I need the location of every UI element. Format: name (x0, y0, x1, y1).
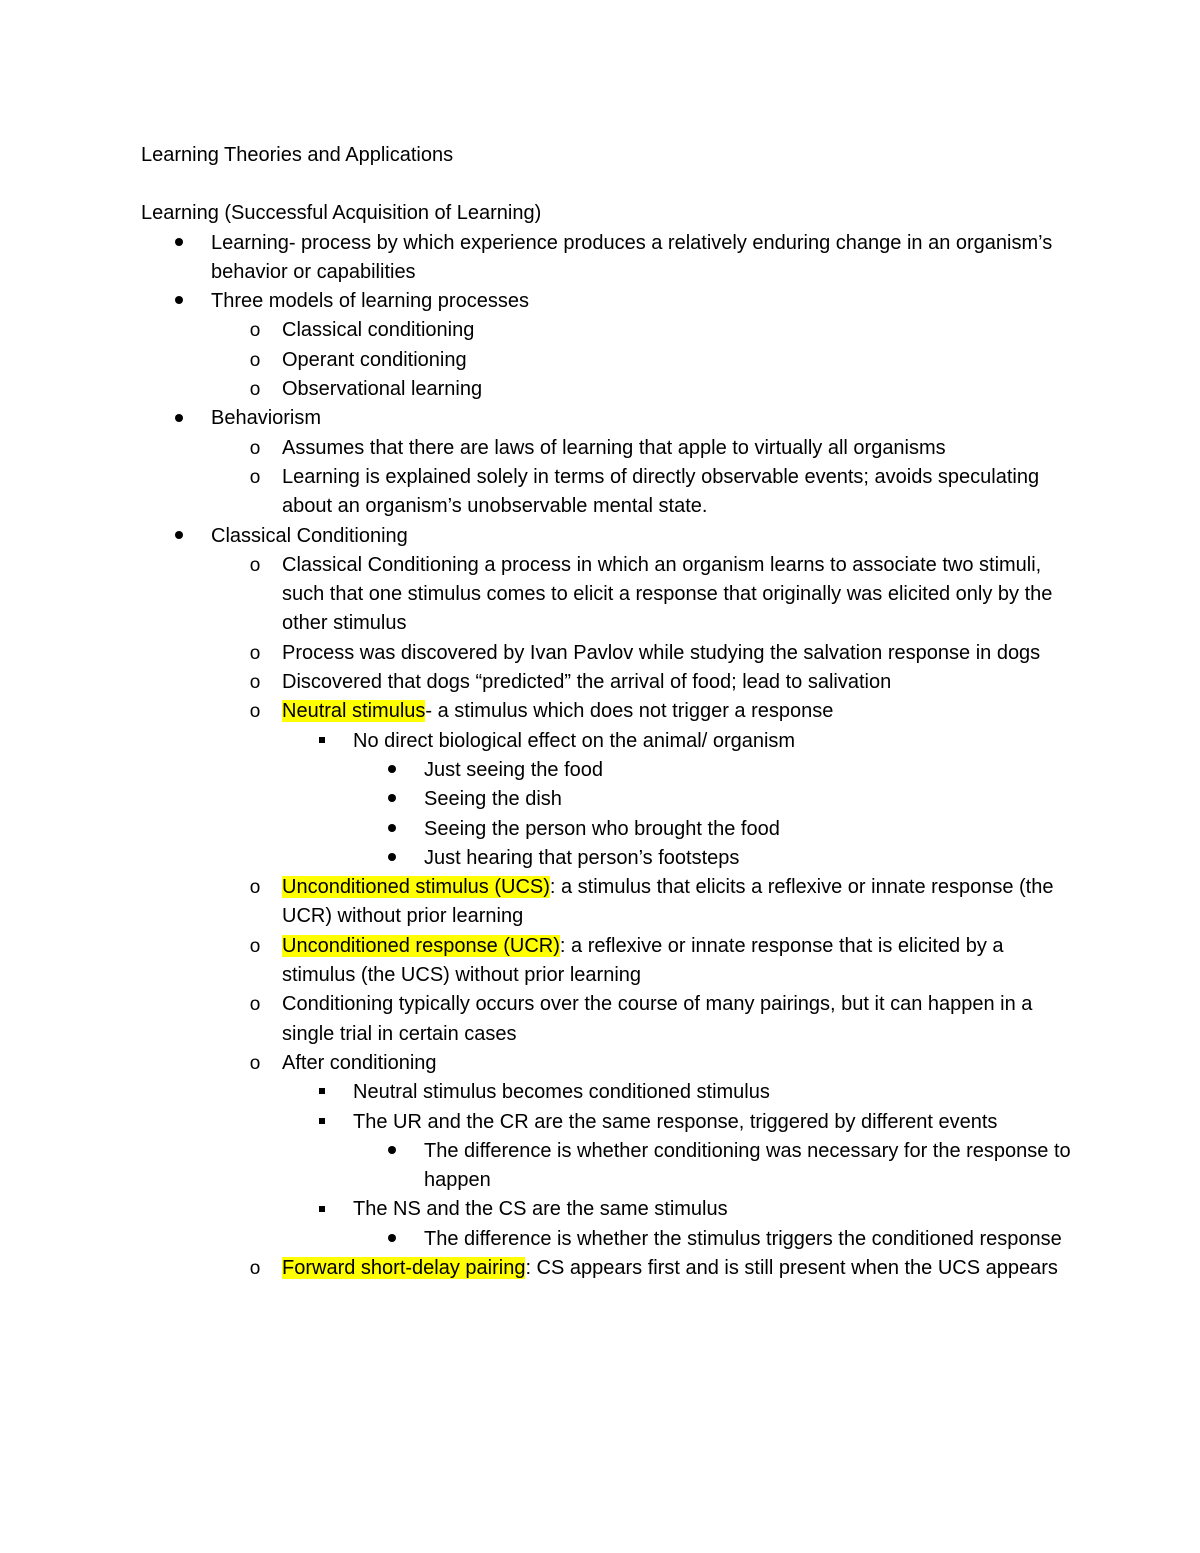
list-item-text: Classical Conditioning a process in which an organism learns to associate two stimuli, such that one stimulus comes to elicit a response that originally was elicited only by the other stimulus (282, 553, 1053, 635)
list-item-behaviorism-point (141, 434, 1071, 463)
list-item-ucr (141, 932, 1071, 991)
list-item-text: After conditioning (282, 1051, 437, 1074)
bullet-icon (169, 522, 189, 551)
list-item-text: Observational learning (282, 378, 483, 401)
list-item-ucs (141, 873, 1071, 932)
list-item-text: Behaviorism (211, 407, 322, 430)
circle-bullet-icon: o (249, 1257, 261, 1279)
bullet-icon (169, 287, 189, 316)
circle-bullet-icon: o (249, 877, 261, 899)
list-item-text: The difference is whether the stimulus triggers the conditioned response (424, 1227, 1062, 1250)
list-item-pavlov (141, 639, 1071, 668)
list-item-text: Conditioning typically occurs over the course of many pairings, but it can happen in a single trial in certain cases (282, 993, 1033, 1045)
list-item-text: Learning- process by which experience produces a relatively enduring change in an organism’s behavior or capabilities (211, 231, 1053, 283)
list-item-predicted (141, 668, 1071, 697)
circle-bullet-icon: o (249, 935, 261, 957)
list-item-neutral-example (141, 815, 1071, 844)
list-item-pairings (141, 990, 1071, 1049)
circle-bullet-icon: o (249, 320, 261, 342)
list-item-neutral-stimulus (141, 697, 1071, 726)
blank-line (141, 170, 1071, 199)
circle-bullet-icon: o (249, 554, 261, 576)
list-item-learning-definition (141, 229, 1071, 288)
section-heading: Learning (Successful Acquisition of Learning) (141, 202, 542, 225)
list-item-classical-conditioning (141, 522, 1071, 551)
list-item-forward-pairing (141, 1254, 1071, 1283)
list-item-three-models (141, 287, 1071, 316)
list-item-text: Seeing the person who brought the food (424, 817, 780, 840)
list-item-behaviorism (141, 404, 1071, 433)
list-item-text: : CS appears first and is still present when the UCS appears (525, 1256, 1058, 1279)
circle-bullet-icon: o (249, 642, 261, 664)
circle-bullet-icon: o (249, 994, 261, 1016)
list-item-text: The NS and the CS are the same stimulus (353, 1198, 728, 1221)
list-item-text: No direct biological effect on the animal/ organism (353, 729, 796, 752)
list-item-after-conditioning (141, 1049, 1071, 1078)
bullet-icon (169, 229, 189, 258)
square-bullet-icon (312, 727, 332, 756)
highlighted-term: Neutral stimulus (282, 700, 426, 723)
bullet-icon (382, 785, 402, 814)
list-item-after-sub (141, 1078, 1071, 1107)
bullet-icon (169, 404, 189, 433)
list-item-text: Learning is explained solely in terms of directly observable events; avoids speculating about an organism’s unobservable mental state. (282, 465, 1040, 518)
list-item-model (141, 375, 1071, 404)
square-bullet-icon (312, 1108, 332, 1137)
list-item-after-sub (141, 1195, 1071, 1224)
list-item-after-sub (141, 1108, 1071, 1137)
list-item-after-detail (141, 1137, 1071, 1196)
bullet-icon (382, 756, 402, 785)
bullet-icon (382, 844, 402, 873)
square-bullet-icon (312, 1078, 332, 1107)
list-item-text: Just seeing the food (424, 758, 604, 781)
list-item-text: Process was discovered by Ivan Pavlov while studying the salvation response in dogs (282, 641, 1041, 664)
list-item-model (141, 346, 1071, 375)
list-item-text: The difference is whether conditioning was necessary for the response to happen (424, 1139, 1071, 1192)
list-item-text: - a stimulus which does not trigger a response (425, 700, 834, 723)
bullet-icon (382, 1225, 402, 1254)
document-title: Learning Theories and Applications (141, 144, 454, 166)
circle-bullet-icon: o (249, 349, 261, 371)
list-item-text: : a stimulus that elicits a reflexive or innate response (the UCR) without prior learning (282, 876, 1054, 928)
circle-bullet-icon: o (249, 379, 261, 401)
document-body (141, 141, 1071, 1283)
list-item-text: Assumes that there are laws of learning that apple to virtually all organisms (282, 436, 946, 459)
list-item-text: Operant conditioning (282, 348, 467, 371)
list-item-model (141, 316, 1071, 345)
bullet-icon (382, 815, 402, 844)
square-bullet-icon (312, 1195, 332, 1224)
list-item-text: : a reflexive or innate response that is elicited by a stimulus (the UCS) without prior learning (282, 934, 1004, 987)
list-item-neutral-example (141, 756, 1071, 785)
list-item-text: The UR and the CR are the same response, triggered by different events (353, 1110, 998, 1133)
list-item-text: Classical conditioning (282, 319, 475, 342)
list-item-text: Just hearing that person’s footsteps (424, 846, 740, 869)
bullet-icon (382, 1137, 402, 1166)
list-item-neutral-example (141, 785, 1071, 814)
list-item-text: Seeing the dish (424, 788, 562, 811)
list-item-behaviorism-point (141, 463, 1071, 522)
circle-bullet-icon: o (249, 1052, 261, 1074)
highlighted-term: Unconditioned stimulus (UCS) (282, 876, 550, 899)
circle-bullet-icon: o (249, 701, 261, 723)
list-item-neutral-sub (141, 727, 1071, 756)
list-item-after-detail (141, 1225, 1071, 1254)
highlighted-term: Forward short-delay pairing (282, 1256, 526, 1279)
highlighted-term: Unconditioned response (UCR) (282, 934, 560, 957)
circle-bullet-icon: o (249, 466, 261, 488)
circle-bullet-icon: o (249, 672, 261, 694)
list-item-text: Classical Conditioning (211, 524, 408, 547)
list-item-text: Neutral stimulus becomes conditioned stimulus (353, 1081, 770, 1104)
circle-bullet-icon: o (249, 437, 261, 459)
list-item-classical-definition (141, 551, 1071, 639)
list-item-text: Three models of learning processes (211, 290, 529, 313)
list-item-text: Discovered that dogs “predicted” the arrival of food; lead to salivation (282, 671, 892, 694)
list-item-neutral-example (141, 844, 1071, 873)
